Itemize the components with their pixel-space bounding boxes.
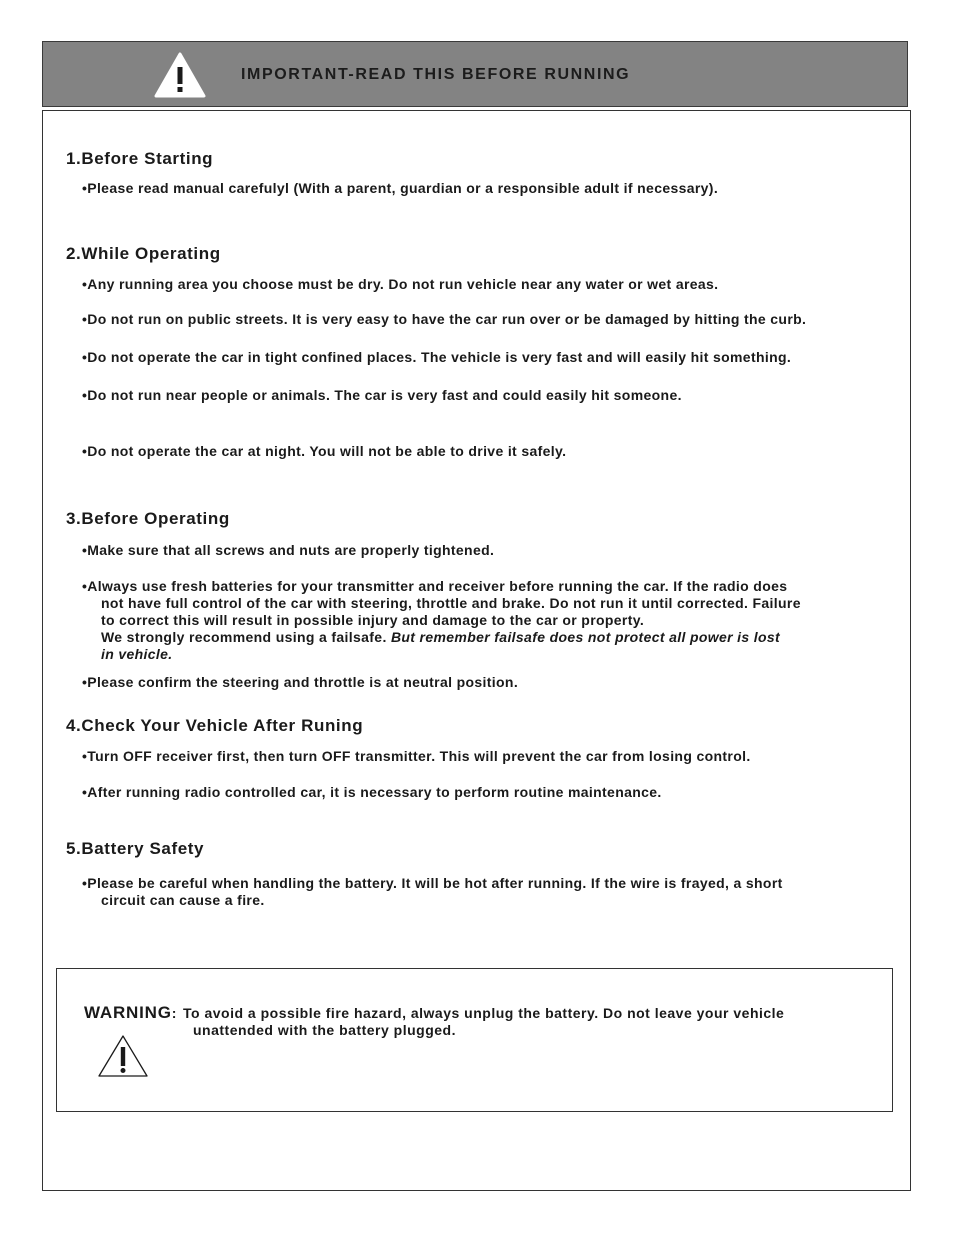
warning-label	[84, 1003, 177, 1023]
warning-triangle-outline-icon	[97, 1034, 149, 1078]
item-line: •Please confirm the steering and throttle is at neutral position.	[82, 674, 519, 690]
item-line: to correct this will result in possible injury and damage to the car or property.	[101, 612, 645, 628]
list-item	[82, 875, 783, 909]
section-heading-check-vehicle: 4.Check Your Vehicle After Runing	[66, 716, 364, 735]
item-line: •Please be careful when handling the battery. It will be hot after running. If the wire is frayed, a short	[82, 875, 783, 891]
warning-triangle-icon	[154, 52, 206, 98]
item-line: •After running radio controlled car, it is necessary to perform routine maintenance.	[82, 784, 662, 800]
list-item	[82, 349, 791, 366]
failsafe-note-line	[82, 629, 801, 646]
list-item	[82, 443, 566, 460]
failsafe-note-italic: in vehicle.	[101, 646, 173, 662]
warning-line: unattended with the battery plugged.	[193, 1022, 456, 1038]
warning-line: To avoid a possible fire hazard, always unplug the battery. Do not leave your vehicle	[183, 1005, 785, 1021]
item-line: •Turn OFF receiver first, then turn OFF transmitter. This will prevent the car from losing control.	[82, 748, 751, 764]
failsafe-note-italic: But remember failsafe does not protect all power is lost	[390, 629, 781, 645]
item-line: •Do not run near people or animals. The car is very fast and could easily hit someone.	[82, 387, 682, 403]
item-line: not have full control of the car with steering, throttle and brake. Do not run it until corrected. Failure	[101, 595, 801, 611]
item-line: •Do not operate the car at night. You will not be able to drive it safely.	[82, 443, 567, 459]
section-heading-before-starting: 1.Before Starting	[66, 149, 214, 168]
warning-box	[56, 968, 893, 1112]
item-line: •Do not operate the car in tight confined places. The vehicle is very fast and will easily hit something.	[82, 349, 792, 365]
header-banner	[42, 41, 908, 107]
list-item	[82, 674, 518, 691]
item-line: •Always use fresh batteries for your transmitter and receiver before running the car. If the radio does	[82, 578, 788, 594]
banner-title: IMPORTANT-READ THIS BEFORE RUNNING	[241, 66, 631, 83]
item-line: circuit can cause a fire.	[101, 892, 265, 908]
item-line: •Please read manual carefulyl (With a parent, guardian or a responsible adult if necessary).	[82, 180, 719, 196]
list-item	[82, 784, 662, 801]
item-line: •Do not run on public streets. It is very easy to have the car run over or be damaged by hitting the curb.	[82, 311, 807, 327]
section-heading-battery-safety: 5.Battery Safety	[66, 839, 205, 858]
list-item	[82, 311, 806, 328]
section-heading-while-operating: 2.While Operating	[66, 244, 221, 263]
list-item	[82, 578, 801, 663]
item-line: •Make sure that all screws and nuts are properly tightened.	[82, 542, 495, 558]
list-item	[82, 542, 494, 559]
list-item	[82, 180, 718, 197]
list-item	[82, 748, 751, 765]
warning-text	[183, 1005, 784, 1039]
list-item	[82, 387, 682, 404]
section-heading-before-operating: 3.Before Operating	[66, 509, 230, 528]
failsafe-note-line	[82, 646, 801, 663]
item-line: •Any running area you choose must be dry. Do not run vehicle near any water or wet areas.	[82, 276, 719, 292]
warning-label-text: WARNING	[84, 1003, 172, 1022]
failsafe-note: We strongly recommend using a failsafe.	[101, 629, 387, 645]
list-item	[82, 276, 718, 293]
warning-separator: :	[171, 1005, 178, 1021]
